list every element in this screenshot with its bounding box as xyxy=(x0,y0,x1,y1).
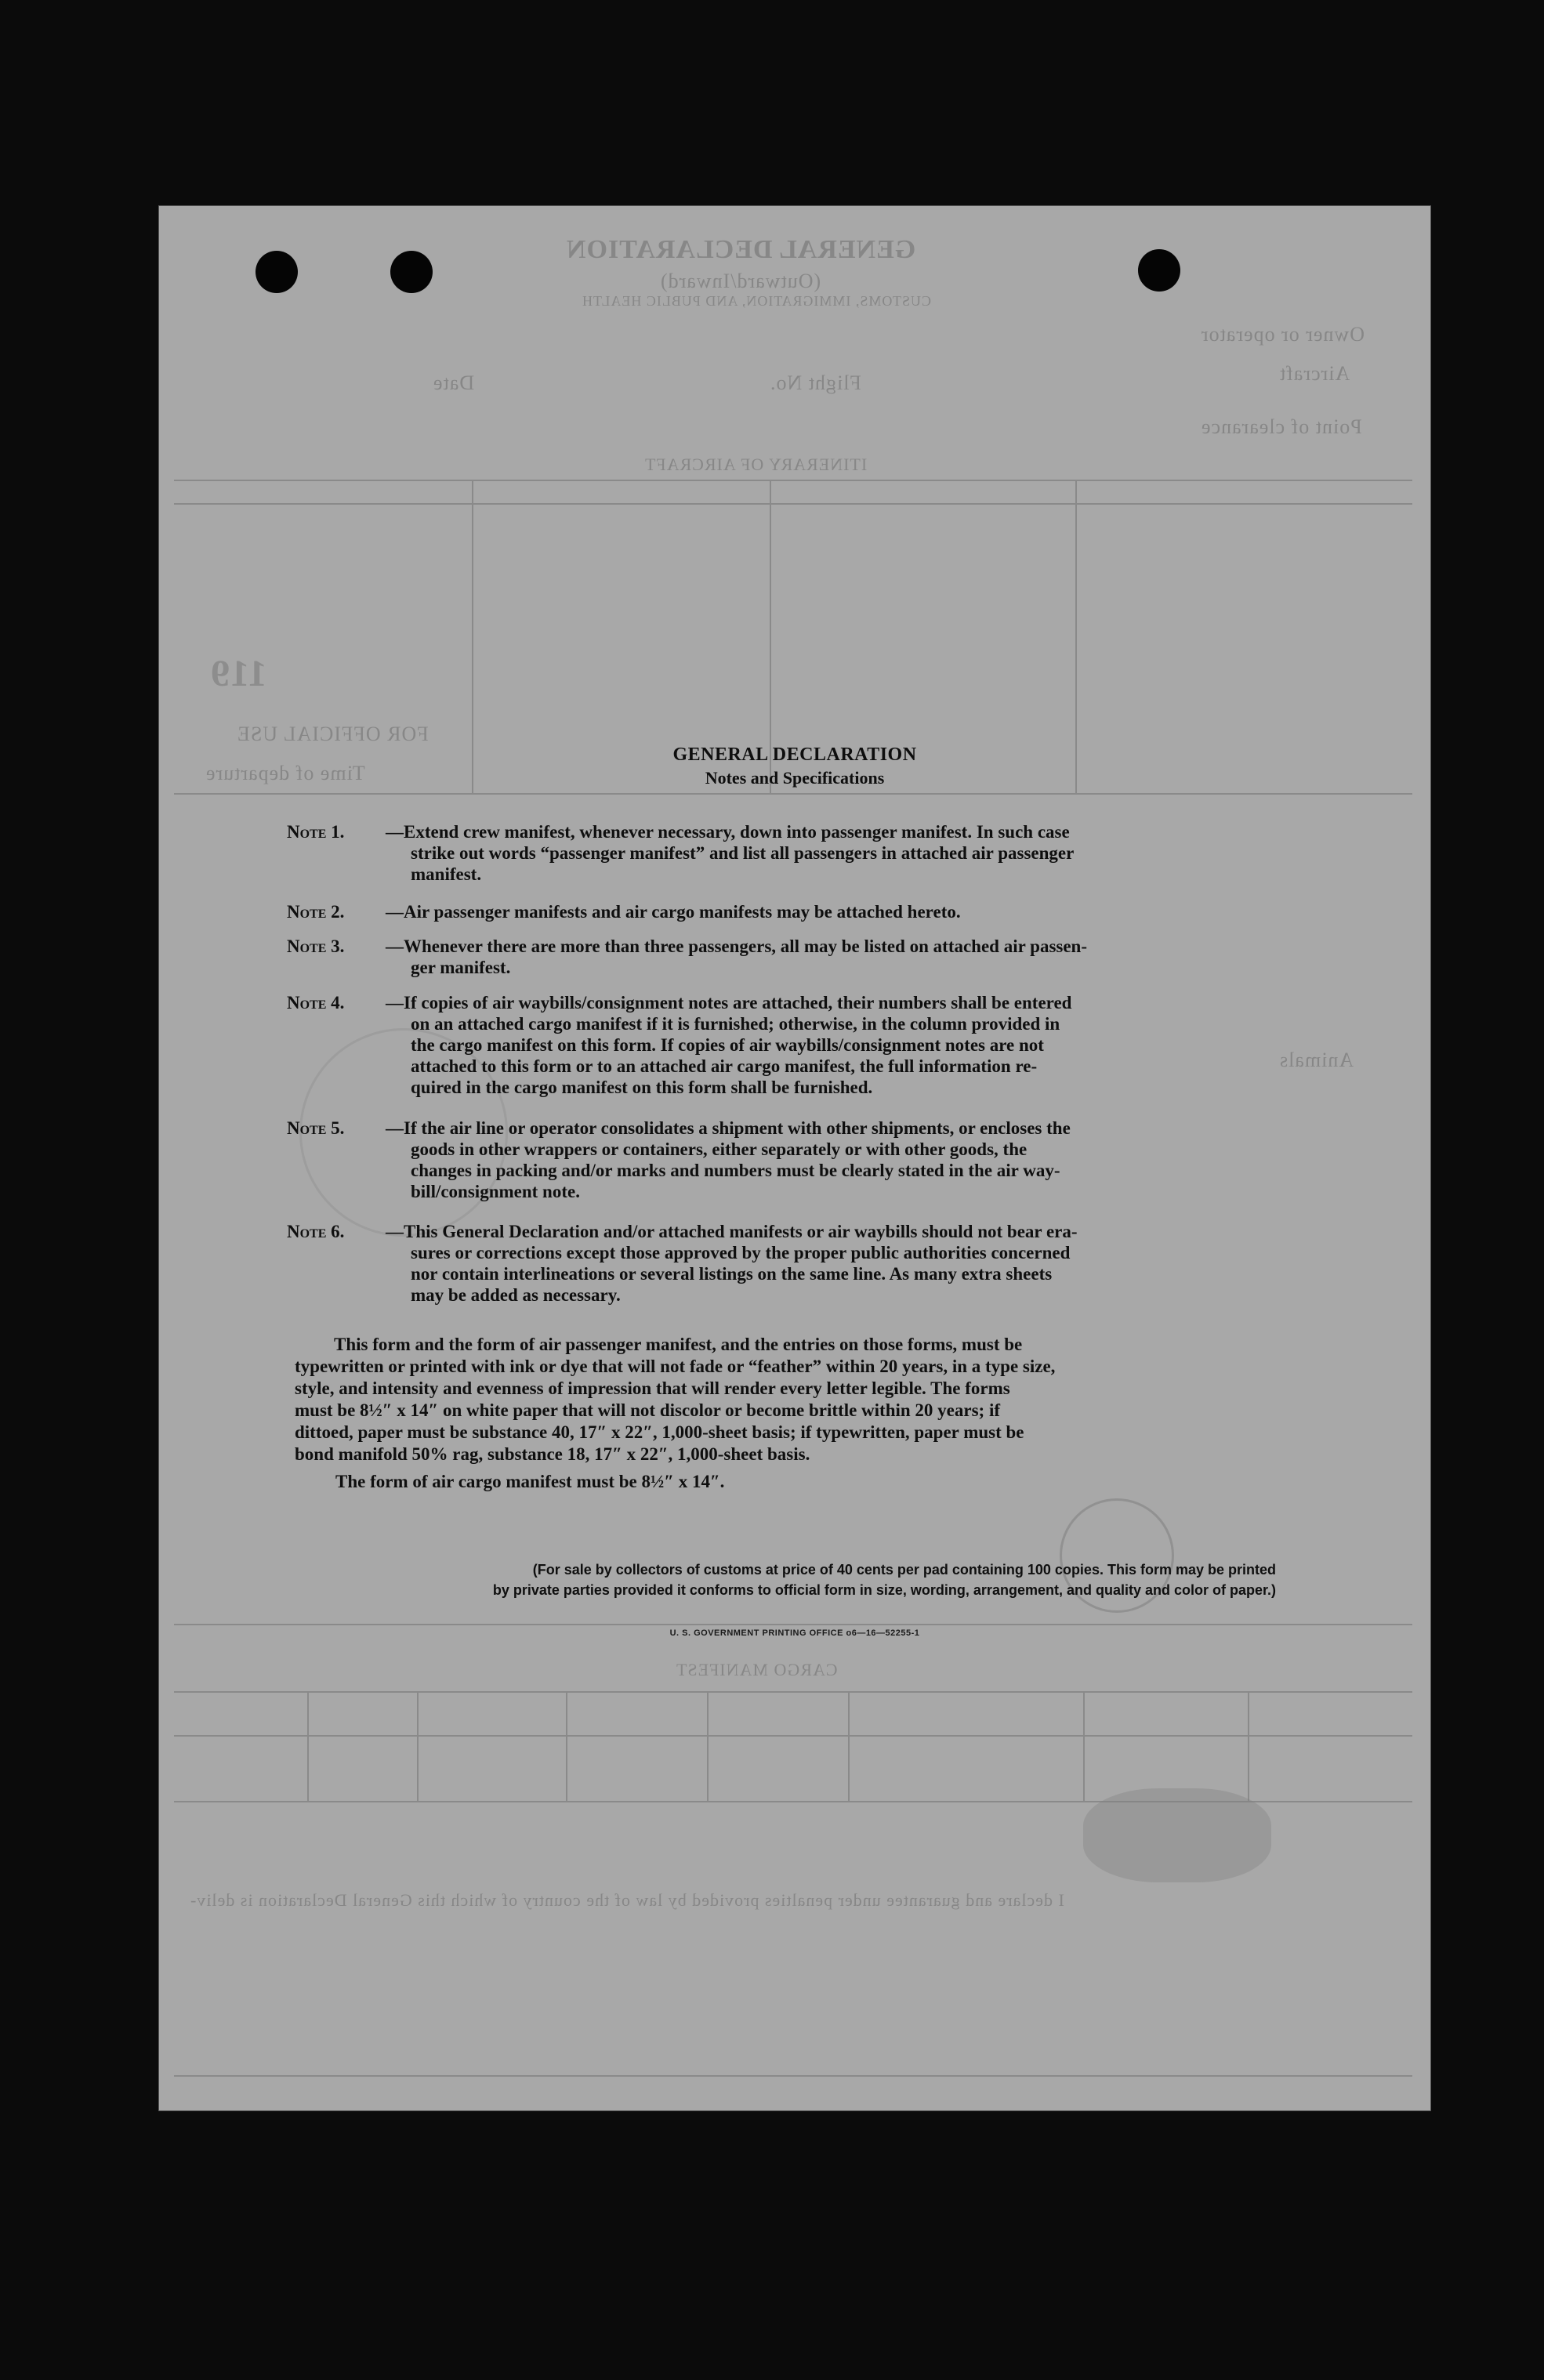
show-through-point-of-clearance: Point of clearance xyxy=(1201,415,1362,438)
show-through-rule xyxy=(174,1691,1412,1693)
show-through-time-of-departure: Time of departure xyxy=(205,762,365,784)
note-1 xyxy=(287,821,1276,885)
cargo-manifest-size-line: The form of air cargo manifest must be 8½″ x 14″. xyxy=(335,1472,725,1491)
show-through-divider xyxy=(307,1691,309,1801)
show-through-divider xyxy=(707,1691,709,1801)
note-2 xyxy=(287,901,1276,922)
punch-hole-right xyxy=(1138,249,1180,292)
show-through-header-sub: (Outward/Inward) xyxy=(660,270,821,292)
show-through-flight-no: Flight No. xyxy=(770,371,861,394)
note-text: ger manifest. xyxy=(411,958,511,977)
show-through-rule xyxy=(174,480,1412,481)
show-through-number: 119 xyxy=(210,653,267,694)
declaration-form-page xyxy=(158,205,1431,2111)
show-through-aircraft: Aircraft xyxy=(1279,362,1350,385)
show-through-agency: CUSTOMS, IMMIGRATION, AND PUBLIC HEALTH xyxy=(582,293,932,309)
ink-smudge xyxy=(1083,1788,1271,1882)
note-4 xyxy=(287,992,1276,1098)
note-text: quired in the cargo manifest on this form shall be furnished. xyxy=(411,1078,873,1097)
note-text: attached to this form or to an attached air cargo manifest, the full information re- xyxy=(411,1056,1038,1076)
show-through-header: GENERAL DECLARATION xyxy=(566,235,916,264)
show-through-declaration-text: I declare and guarantee under penalties provided by law of the country of which this General Declaration is deliv- xyxy=(190,1890,1064,1910)
note-label: Note 1. xyxy=(287,822,345,842)
print-specification-paragraph xyxy=(295,1334,1278,1465)
note-text: —If the air line or operator consolidates a shipment with other shipments, or encloses the xyxy=(386,1118,1071,1138)
show-through-cargo-manifest: CARGO MANIFEST xyxy=(676,1660,838,1679)
note-text: —If copies of air waybills/consignment notes are attached, their numbers shall be entered xyxy=(386,993,1072,1012)
printing-office-imprint: U. S. GOVERNMENT PRINTING OFFICE o6—16—52255-1 xyxy=(669,1628,920,1638)
show-through-rule xyxy=(174,793,1412,795)
page-title: GENERAL DECLARATION xyxy=(672,744,917,765)
note-label: Note 6. xyxy=(287,1222,345,1241)
page-subtitle: Notes and Specifications xyxy=(705,768,885,788)
note-text: bill/consignment note. xyxy=(411,1182,580,1201)
note-label: Note 5. xyxy=(287,1118,345,1138)
show-through-rule xyxy=(174,503,1412,505)
note-text: —Air passenger manifests and air cargo manifests may be attached hereto. xyxy=(386,902,961,922)
paragraph-line: bond manifold 50% rag, substance 18, 17″ x 22″, 1,000-sheet basis. xyxy=(295,1444,810,1464)
note-label: Note 3. xyxy=(287,936,345,956)
note-text: —This General Declaration and/or attached manifests or air waybills should not bear era- xyxy=(386,1222,1078,1241)
paragraph-line: dittoed, paper must be substance 40, 17″ x 22″, 1,000-sheet basis; if typewritten, paper must be xyxy=(295,1422,1024,1442)
note-text: manifest. xyxy=(411,864,482,884)
note-text: sures or corrections except those approved by the proper public authorities concerned xyxy=(411,1243,1071,1262)
note-6 xyxy=(287,1221,1276,1306)
note-text: —Whenever there are more than three passengers, all may be listed on attached air passen- xyxy=(386,936,1088,956)
show-through-divider xyxy=(1083,1691,1085,1801)
show-through-date: Date xyxy=(433,371,475,394)
note-text: goods in other wrappers or containers, either separately or with other goods, the xyxy=(411,1139,1028,1159)
paragraph-line: style, and intensity and evenness of impression that will render every letter legible. The forms xyxy=(295,1378,1010,1398)
note-text: on an attached cargo manifest if it is furnished; otherwise, in the column provided in xyxy=(411,1014,1060,1034)
punch-hole-left-1 xyxy=(256,251,298,293)
show-through-divider xyxy=(1248,1691,1249,1801)
paragraph-line: typewritten or printed with ink or dye that will not fade or “feather” within 20 years, in a type size, xyxy=(295,1357,1056,1376)
note-text: —Extend crew manifest, whenever necessary, down into passenger manifest. In such case xyxy=(386,822,1070,842)
show-through-rule xyxy=(174,1735,1412,1737)
show-through-divider xyxy=(417,1691,419,1801)
show-through-for-official-use: FOR OFFICIAL USE xyxy=(237,723,429,745)
paragraph-line: must be 8½″ x 14″ on white paper that will not discolor or become brittle within 20 years; if xyxy=(295,1400,1000,1420)
sale-notice-line-2: by private parties provided it conforms to official form in size, wording, arrangement, and quality and color of paper.) xyxy=(492,1582,1276,1598)
note-text: may be added as necessary. xyxy=(411,1285,621,1305)
show-through-divider xyxy=(566,1691,567,1801)
punch-hole-left-2 xyxy=(390,251,433,293)
note-text: strike out words “passenger manifest” and list all passengers in attached air passenger xyxy=(411,843,1075,863)
note-3 xyxy=(287,936,1276,978)
note-text: changes in packing and/or marks and numbers must be clearly stated in the air way- xyxy=(411,1161,1060,1180)
note-text: the cargo manifest on this form. If copies of air waybills/consignment notes are not xyxy=(411,1035,1044,1055)
note-5 xyxy=(287,1118,1276,1202)
note-text: nor contain interlineations or several listings on the same line. As many extra sheets xyxy=(411,1264,1053,1284)
show-through-divider xyxy=(848,1691,850,1801)
show-through-owner: Owner or operator xyxy=(1201,323,1365,346)
show-through-rule xyxy=(174,2075,1412,2077)
note-label: Note 2. xyxy=(287,902,345,922)
show-through-animals: Animals xyxy=(1279,1049,1354,1071)
sale-notice-line-1: (For sale by collectors of customs at price of 40 cents per pad containing 100 copies. This form may be printed xyxy=(532,1562,1276,1578)
show-through-rule xyxy=(174,1624,1412,1625)
note-label: Note 4. xyxy=(287,993,345,1012)
paragraph-line: This form and the form of air passenger manifest, and the entries on those forms, must be xyxy=(334,1335,1023,1354)
show-through-itinerary: ITINERARY OF AIRCRAFT xyxy=(644,455,868,474)
